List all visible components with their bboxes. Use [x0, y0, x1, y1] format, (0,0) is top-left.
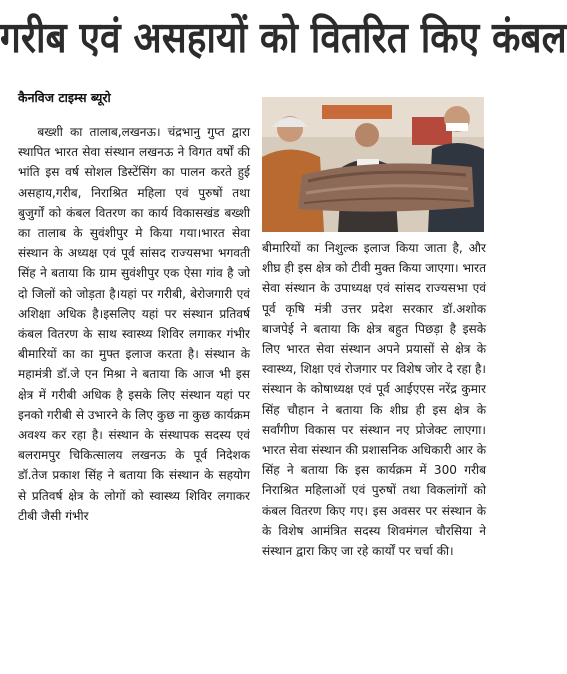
blanket-distribution-illustration	[262, 97, 484, 232]
byline: कैनविज टाइम्स ब्यूरो	[18, 90, 111, 105]
headline: गरीब एवं असहायों को वितरित किए कंबल	[0, 12, 567, 63]
article-column-right	[262, 238, 486, 662]
news-photo	[262, 97, 484, 232]
article-text-left: बख्शी का तालाब,लखनऊ। चंद्रभानु गुप्त द्वारा स्थापित भारत सेवा संस्थान लखनऊ ने विगत वर्षों की भांति इस वर्ष सोशल डिस्टेंसिंग का पालन करते हुई असहाय,गरीब, निराश्रित महिला एवं पुरुषों तथा बुजुर्गों को कंबल वितरण का कार्य विकासखंड बख्शी का तालाब के सुवंशीपुर मे किया गया।भारत सेवा संस्थान के अध्यक्ष एवं पूर्व सांसद राज्यसभा भगवती सिंह ने बताया कि ग्राम सुवंशीपुर एक ऐसा गांव है जो दो जिलों को जोड़ता है।यहां पर गरीबी, बेरोजगारी एवं अशिक्षा अधिक है।इसलिए यहां पर संस्थान प्रतिवर्ष कंबल वितरण के साथ स्वास्थ्य शिविर लगाकर गंभीर बीमारियों का का मुफ्त इलाज करता है। संस्थान के महामंत्री डॉ.जे एन मिश्रा ने बताया कि आज भी इस क्षेत्र में गरीबी अधिक है इसके लिए संस्थान यहां पर इनको गरीबी से उभारने के लिए कुछ ना कुछ कार्यक्रम अवश्य कर रहा है। संस्थान के संस्थापक सदस्य एवं बलरामपुर चिकित्सालय लखनऊ के पूर्व निदेशक डॉ.तेज प्रकाश सिंह ने बताया कि संस्थान के सहयोग से प्रतिवर्ष क्षेत्र के लोगों को स्वास्थ्य शिविर लगाकर टीबी जैसी गंभीर	[18, 125, 250, 523]
article-column-left	[18, 122, 250, 662]
article-text-right: बीमारियों का निशुल्क इलाज किया जाता है, और शीघ्र ही इस क्षेत्र को टीवी मुक्त किया जाएगा। भारत सेवा संस्थान के उपाध्यक्ष एवं सांसद राज्यसभा एवं पूर्व कृषि मंत्री उत्तर प्रदेश सरकार डॉ.अशोक बाजपेई ने बताया कि क्षेत्र बहुत पिछड़ा है इसके लिए भारत सेवा संस्थान अपने प्रयासों से क्षेत्र के स्वास्थ्य, शिक्षा एवं रोजगार पर विशेष जोर दे रहा है। संस्थान के कोषाध्यक्ष एवं पूर्व आईएएस नरेंद्र कुमार सिंह चौहान ने बताया कि शीघ्र ही इस क्षेत्र के सर्वांगीण विकास पर संस्थान नए प्रोजेक्ट लाएगा। भारत सेवा संस्थान की प्रशासनिक अधिकारी आर के सिंह ने बताया कि इस कार्यक्रम में 300 गरीब निराश्रित महिलाओं एवं पुरुषों तथा विकलांगों को कंबल वितरण किए गए। इस अवसर पर संस्थान के के विशेष आमंत्रित सदस्य शिवमंगल चौरसिया ने संस्थान द्वारा किए जा रहे कार्यों पर चर्चा की।	[262, 241, 486, 559]
